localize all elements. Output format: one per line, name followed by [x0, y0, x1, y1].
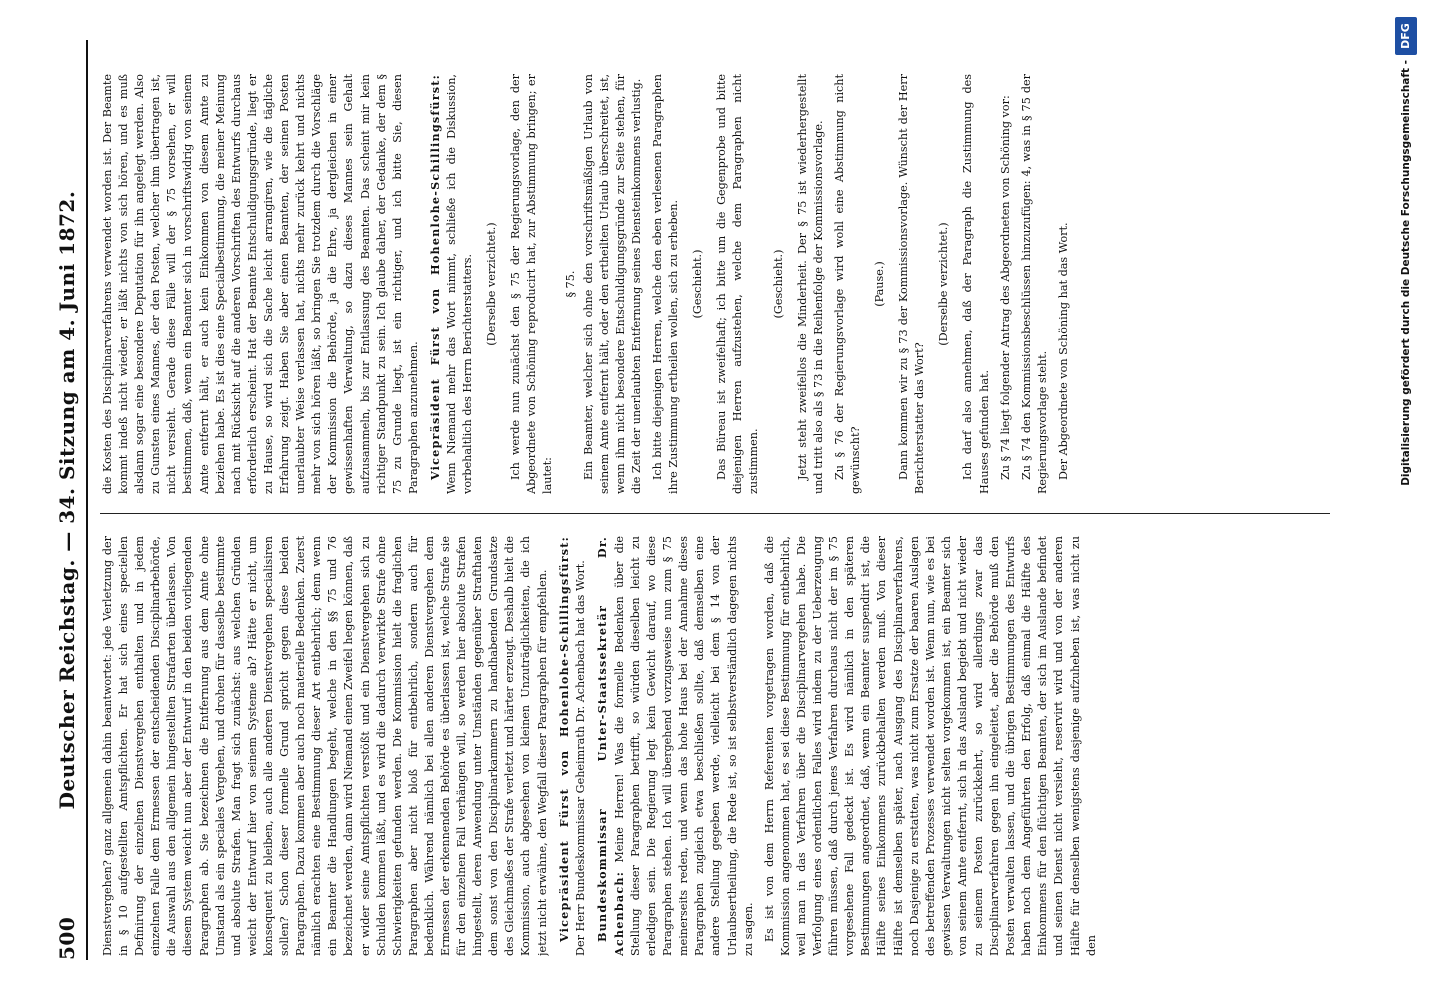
speech-text: Der Herr Bundeskommissar Geheimrath Dr. Achenbach hat das Wort. [573, 560, 587, 956]
paragraph: Ein Beamter, welcher sich ohne den vorschriftsmäßigen Urlaub von seinem Amte entfernt hält, oder den ertheilten Urlaub überschreitet, ist, wenn ihm nicht besondere Entschuldigungsgründe zur Seite stehen, für die Zeit der unerlaubten Entfernung seines Diensteinkommens verlustig. [581, 74, 643, 494]
paragraph: Der Abgeordnete von Schöning hat das Wort. [1056, 222, 1070, 480]
page-header [0, 0, 88, 1000]
paragraph: Das Büreau ist zweifelhaft; ich bitte um die Gegenprobe und bitte diejenigen Herren aufzustehen, welche dem Paragraphen nicht zustimmen. [715, 74, 761, 494]
running-title: Deutscher Reichstag. — 34. Sitzung am 4. Juni 1872. [55, 190, 79, 810]
paragraph: Zu § 74 den Kommissionsbeschlüssen hinzuzufügen: 4, was in § 75 der Regierungsvorlage steht. [1019, 74, 1049, 494]
digitization-note: Digitalisierung gefördert durch die Deutsche Forschungsgemeinschaft - [1400, 60, 1412, 486]
paragraph: Dienstvergehen? ganz allgemein dahin beantwortet: jede Verletzung der in § 10 aufgestellten Amtspflichten. Er hat sich eines speciellen Definirung der einzelnen Dienstvergehen enthalten und in jedem einzelnen Falle dem Ermessen der entscheidenden Disciplinarbehörde, die Auswahl aus den allgemein hingestellten Strafarten überlassen. Von diesem System weicht nun aber der Entwurf in den beiden vorliegenden Paragraphen ab. Sie bezeichnen die Entfernung aus dem Amte ohne Umstand als ein speciales Vergehen, und drohen für dasselbe bestimmte und absolute Strafen. Man fragt sich zunächst: aus welchen Gründen weicht der Entwurf hier von seinem Systeme ab? Hätte er nicht, um konsequent zu bleiben, auch alle anderen Dienstvergehen specialisiren sollen? Schon dieser formelle Grund spricht gegen diese beiden Paragraphen. Dazu kommen aber auch noch materielle Bedenken. Zuerst nämlich erachten eine Bestimmung dieser Art entbehrlich; denn wenn ein Beamter die Handlungen begeht, welche in den §§ 75 und 76 bezeichnet werden, dann wird Niemand einen Zweifel hegen können, daß er wider seine Amtspflichten verstößt und ein Dienstvergehen sich zu Schulden kommen läßt, und es wird die dadurch verwirkte Strafe ohne Schwierigkeiten gefunden werden. Die Kommission hielt die fraglichen Paragraphen aber nicht bloß für entbehrlich, sondern auch für bedenklich. Während nämlich bei allen anderen Dienstvergehen dem Ermessen der erkennenden Behörde es überlassen ist, welche Strafe sie für den einzelnen Fall verhängen will, so werden hier absolute Strafen hingestellt, deren Anwendung unter Umständen gegenüber Strafthaten dem sonst von den Disciplinarkammern zu handhabenden Grundsatze des Gleichmaßes der Strafe verletzt und härter erzeugt. Deshalb hielt die Kommission, auch abgesehen von kleinen Unzuträglichkeiten, die ich jetzt nicht erwähne, den Wegfall dieser Paragraphen für empfehlen. [101, 536, 549, 956]
left-column [100, 536, 1335, 956]
page-number: 500 [55, 916, 79, 960]
dfg-logo: DFG [1395, 17, 1417, 55]
paragraph: die Kosten des Disciplinarverfahrens verwendet worden ist. Der Beamte kommt indeß nicht wieder, er läßt nichts von sich hören, und es muß alsdann sogar eine besondere Deputation für ihn angelegt werden. Also zu Gunsten eines Mannes, der den Posten, welcher ihm übertragen ist, nicht versieht. Gerade diese Fälle will der § 75 vorsehen, er will bestimmen, daß, wenn ein Beamter sich in vorschriftswidrig von seinem Amte entfernt hält, er auch kein Einkommen von diesem Amte zu beziehen habe. Es ist dies eine Specialbestimmung, die meiner Meinung nach mit Rücksicht auf die anderen Vorschriften des Entwurfs durchaus erforderlich erscheint. Hat der Beamte Entschuldigungsgründe, liegt er zu Hause, so wird sich die Sache leicht arrangiren, wie die tägliche Erfahrung zeigt. Haben Sie aber einen Beamten, der seinen Posten unerlaubter Weise verlassen hat, nichts mehr zurück kehrt und nichts mehr von sich hören läßt, so bringen Sie trotzdem durch die Vorschläge der Kommission die Behörde, ja die Ehre, ja dergleichen in einer gewissenhaften Verwaltung, so dazu dieses Mannes sein Gehalt aufzusammeln, bis zur Entlassung des Beamten. Das scheint mir kein richtiger Standpunkt zu sein. Ich glaube daher, der Gedanke, der dem § 75 zu Grunde liegt, ist ein richtiger, und ich bitte Sie, diesen Paragraphen anzunehmen. [101, 74, 420, 494]
digitization-footer [1386, 23, 1420, 960]
stage-direction: (Geschieht.) [691, 249, 705, 319]
stage-direction: (Geschieht.) [771, 249, 785, 319]
paragraph: Dann kommen wir zu § 73 der Kommissionsvorlage. Wünscht der Herr Berichterstatter das Wort? [897, 74, 927, 494]
speaker-name: Vicepräsident Fürst von Hohenlohe-Schillingsfürst: [427, 74, 442, 480]
section-heading: § 75. [563, 270, 577, 298]
header-rule [86, 40, 88, 960]
column-divider [100, 513, 1330, 514]
speech-text: Wenn Niemand mehr das Wort nimmt, schließe ich die Diskussion, vorbehaltlich des Herrn Berichterstatters. [444, 74, 475, 494]
paragraph [594, 536, 757, 956]
paragraph: Ich darf also annehmen, daß der Paragraph die Zustimmung des Hauses gefunden hat. [961, 74, 991, 494]
paragraph: Ich werde nun zunächst den § 75 der Regierungsvorlage, den der Abgeordnete von Schöning reproducirt hat, zur Abstimmung bringen; er lautet: [509, 74, 555, 494]
speech-text: Meine Herren! Was die formelle Bedenken über die Stellung dieser Paragraphen betrifft, so würden dieselben leicht zu erledigen sein. Die Regierung legt kein Gewicht darauf, wo diese Paragraphen stehen. Ich will übergehend vorzugsweise nun zum § 75 meinerseits reden, und wenn das hohe Haus bei der Annahme dieses Paragraphen zugleich etwa beschließen sollte, daß demselben eine andere Stellung gegeben werde, vielleicht bei dem § 14 von der Urlaubsertheilung, die Rede ist, so ist selbstverständlich dagegen nichts zu sagen. [612, 536, 755, 956]
paragraph: Zu § 74 liegt folgender Antrag des Abgeordneten von Schöning vor: [998, 95, 1012, 480]
right-column [100, 74, 1335, 494]
paragraph [427, 74, 476, 494]
paragraph: Jetzt steht zweifellos die Minderheit. Der § 75 ist wiederhergestellt und tritt also als § 73 in die Reihenfolge der Kommissionsvorlage. [795, 74, 825, 494]
paragraph: Ich bitte diejenigen Herren, welche den eben verlesenen Paragraphen ihre Zustimmung ertheilen wollen, sich zu erheben. [651, 74, 681, 494]
stage-direction: (Derselbe verzichtet.) [937, 222, 951, 346]
speaker-name: Bundeskommissar Unter-Staatssekretär Dr. Achenbach: [594, 536, 626, 956]
stage-direction: (Derselbe verzichtet.) [485, 222, 499, 346]
speaker-name: Vicepräsident Fürst von Hohenlohe-Schillingsfürst: [556, 536, 571, 942]
paragraph [556, 536, 589, 956]
paragraph: Zu § 76 der Regierungsvorlage wird wohl eine Abstimmung nicht gewünscht? [832, 74, 862, 494]
stage-direction: (Pause.) [873, 261, 887, 307]
paragraph: Es ist von dem Herrn Referenten vorgetragen worden, daß die Kommission angenommen hat, es sei diese Bestimmung für entbehrlich, weil man in das Verfahren über die Disciplinarvergehen habe. Die Verfolgung eines ordentlichen Falles wird indem zu der Ueberzeugung führen müssen, daß durch jenes Verfahren durchaus nicht der im § 75 vorgesehene Fall gedeckt ist. Es wird nämlich in den späteren Bestimmungen angeordnet, daß, wenn ein Beamter suspendirt ist, die Hälfte seines Einkommens zurückbehalten werden muß. Von dieser Hälfte ist demselben später, nach Ausgang des Disciplinarverfahrens, noch Dasjenige zu erstatten, was nicht zum Ersatze der baaren Auslagen des betreffenden Prozesses verwendet worden ist. Wenn nun, wie es bei gewissen Verwaltungen nicht selten vorgekommen ist, ein Beamter sich von seinem Amte entfernt, sich in das Ausland begiebt und nicht wieder zu seinem Posten zurückkehrt, so wird allerdings zwar das Disciplinarverfahren gegen ihn eingeleitet, aber die Behörde muß den Posten verwalten lassen, und die übrigen Bestimmungen des Entwurfs haben noch dem Angeführten den Erfolg, daß einmal die Hälfte des Einkommens für den flüchtigen Beamten, der sich im Auslande befindet und seinen Dienst nicht versieht, reservirt wird und von der anderen Hälfte für denselben wenigstens dasjenige aufzuheben ist, was nicht zu den [762, 536, 1098, 956]
